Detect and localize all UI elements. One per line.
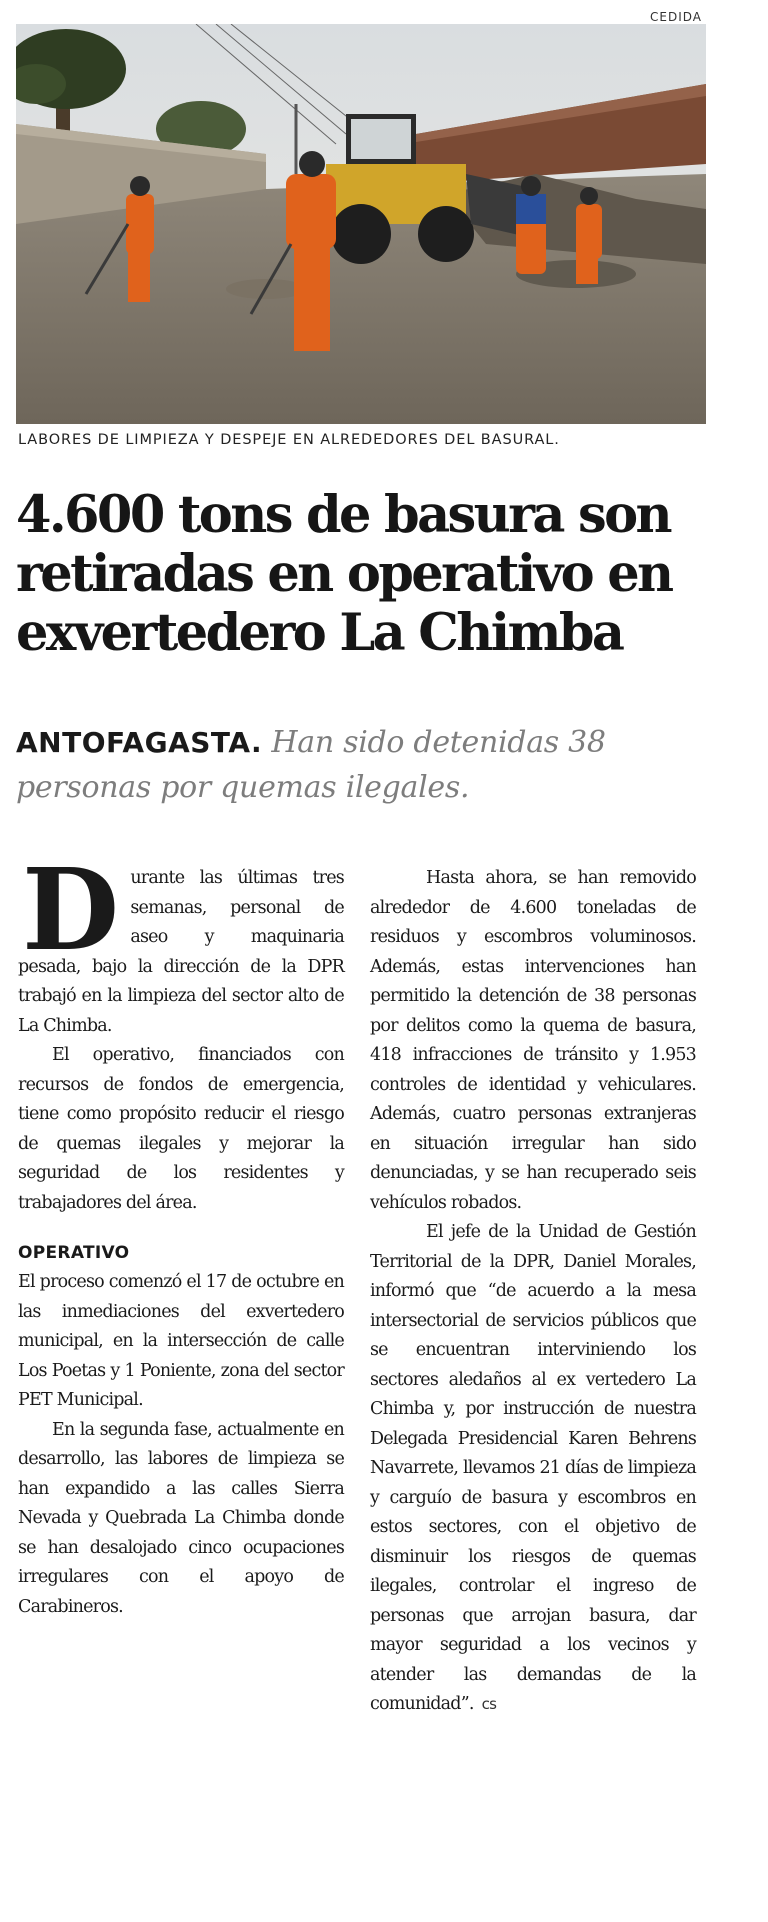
- photo-credit: CEDIDA: [650, 10, 702, 24]
- section-subhead: OPERATIVO: [18, 1243, 130, 1263]
- paragraph-6: [370, 1218, 696, 1720]
- article-photo: [16, 24, 706, 424]
- deck: [16, 720, 706, 810]
- end-mark-icon: cs: [481, 1695, 497, 1713]
- photo-caption: LABORES DE LIMPIEZA Y DESPEJE EN ALREDEDORES DEL BASURAL.: [18, 432, 560, 448]
- headline: 4.600 tons de basura son retiradas en operativo en exvertedero La Chimba: [16, 485, 672, 663]
- paragraph-4: En la segunda fase, actualmente en desarrollo, las labores de limpieza se han expandido a las calles Sierra Nevada y Quebrada La Chimba donde se han desalojado cinco ocupaciones irregulares con el apoyo de Carabineros.: [18, 1419, 344, 1617]
- article-column-left: [18, 845, 344, 1622]
- deck-summary: Han sido detenidas 38 personas por quemas ilegales.: [16, 725, 606, 805]
- paragraph-1: [18, 845, 344, 1041]
- article-column-right: [370, 864, 696, 1720]
- paragraph-1-text: urante las últimas tres semanas, personal de aseo y maquinaria pesada, bajo la dirección de la DPR trabajó en la limpieza del sector alto de La Chimba.: [18, 868, 344, 1036]
- dateline-location: ANTOFAGASTA.: [16, 726, 263, 759]
- drop-cap: D: [22, 845, 119, 976]
- paragraph-2: El operativo, financiados con recursos de fondos de emergencia, tiene como propósito reducir el riesgo de quemas ilegales y mejorar la seguridad de los residentes y trabajadores del área.: [18, 1045, 344, 1213]
- paragraph-3: El proceso comenzó el 17 de octubre en las inmediaciones del exvertedero municipal, en la intersección de calle Los Poetas y 1 Poniente, zona del sector PET Municipal.: [18, 1272, 344, 1410]
- cleanup-scene-illustration: [16, 24, 706, 424]
- paragraph-6-text: El jefe de la Unidad de Gestión Territorial de la DPR, Daniel Morales, informó que “de acuerdo a la mesa intersectorial de servicios públicos que se encuentran interviniendo los sectores aledaños al ex vertedero La Chimba y, por instrucción de nuestra Delegada Presidencial Karen Behrens Navarrete, llevamos 21 días de limpieza y carguío de basura y escombros en estos sectores, con el objetivo de disminuir los riesgos de quemas ilegales, controlar el ingreso de personas que arrojan basura, dar mayor seguridad a los vecinos y atender las demandas de la comunidad”.: [370, 1222, 696, 1714]
- paragraph-5: Hasta ahora, se han removido alrededor de 4.600 toneladas de residuos y escombros voluminosos. Además, estas intervenciones han permitido la detención de 38 personas por delitos como la quema de basura, 418 infracciones de tránsito y 1.953 controles de identidad y vehiculares. Además, cuatro personas extranjeras en situación irregular han sido denunciadas, y se han recuperado seis vehículos robados.: [370, 868, 696, 1213]
